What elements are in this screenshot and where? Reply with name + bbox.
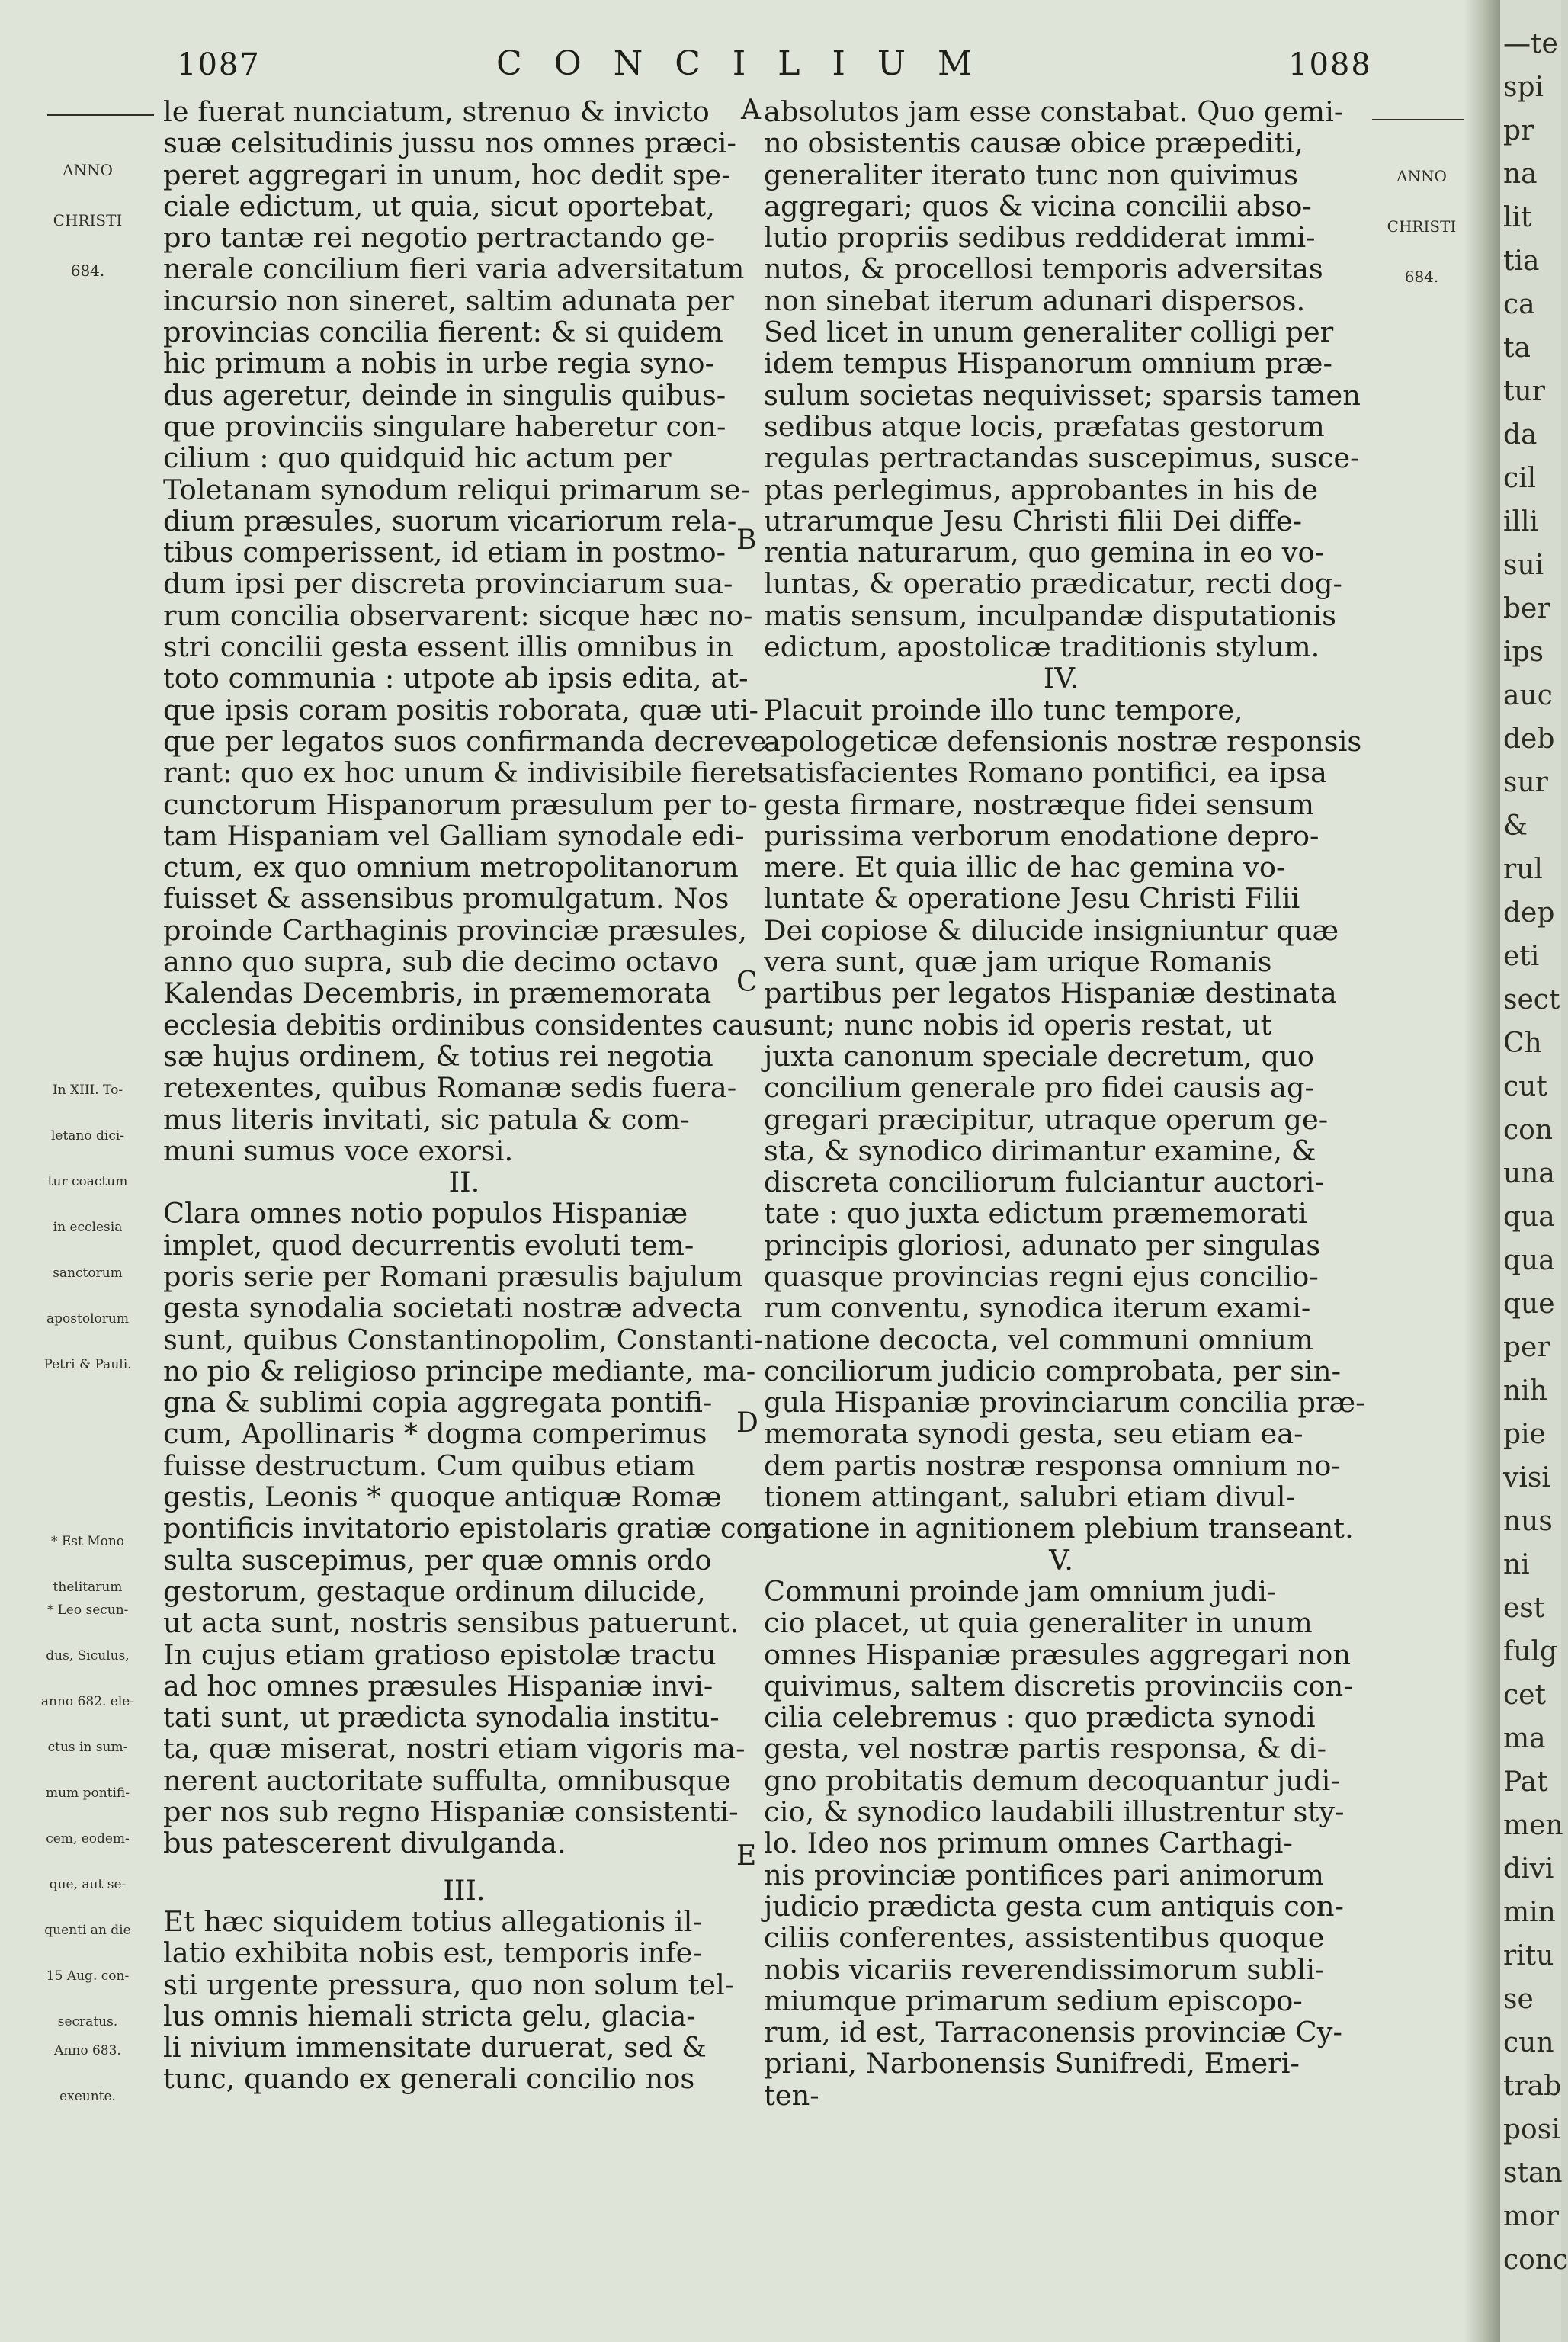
text-line: lutio propriis sedibus reddiderat immi- [764, 221, 1316, 255]
next-page-fragment: illi [1503, 506, 1539, 537]
text-line: conciliorum judicio comprobata, per sin- [764, 1354, 1342, 1388]
section-letter-c: C [736, 967, 758, 998]
next-page-fragment: ca [1503, 289, 1535, 320]
section-letter-e: E [736, 1840, 757, 1872]
text-line: gestis, Leonis * quoque antiquæ Romæ [163, 1481, 722, 1514]
next-page-fragment: rul [1503, 854, 1543, 885]
note-line: que, aut se- [49, 1877, 127, 1892]
text-line: le fuerat nunciatum, strenuo & invicto [163, 95, 710, 128]
text-line: que ipsis coram positis roborata, quæ uti- [163, 693, 758, 727]
next-page-fragment: —te [1503, 28, 1558, 59]
next-page-fragment: na [1503, 159, 1538, 190]
text-line: purissima verborum enodatione depro- [764, 819, 1319, 852]
text-line: ptas perlegimus, approbantes in his de [764, 473, 1319, 506]
text-line: fuisset & assensibus promulgatum. Nos [163, 882, 729, 916]
text-line: sæ hujus ordinem, & totius rei negotia [163, 1039, 713, 1073]
text-line: tunc, quando ex generali concilio nos [163, 2062, 695, 2096]
text-line: aggregari; quos & vicina concilii abso- [764, 189, 1312, 223]
margin-note-toletano [30, 1052, 145, 1403]
note-line: Anno 683. [54, 2043, 121, 2058]
text-line: juxta canonum speciale decretum, quo [764, 1039, 1314, 1073]
note-line: letano dici- [50, 1128, 125, 1144]
text-line: toto communia : utpote ab ipsis edita, at- [163, 662, 749, 695]
text-line: peret aggregari in unum, hoc dedit spe- [163, 158, 731, 191]
text-line: provincias concilia fierent: & si quidem [163, 316, 723, 349]
text-line: rentia naturarum, quo gemina in eo vo- [764, 536, 1325, 569]
note-line: in ecclesia [53, 1220, 123, 1235]
text-line: matis sensum, inculpandæ disputationis [764, 598, 1337, 632]
note-line: quenti an die [44, 1923, 131, 1938]
next-page-fragment: pr [1503, 115, 1534, 146]
next-page-fragment: qua [1503, 1201, 1555, 1233]
next-page-fragment: tur [1503, 376, 1545, 407]
text-line: natione decocta, vel communi omnium [764, 1323, 1313, 1356]
text-line: In cujus etiam gratioso epistolæ tractu [163, 1638, 717, 1671]
next-page-fragment: spi [1503, 72, 1544, 103]
text-line: lo. Ideo nos primum omnes Carthagi- [764, 1827, 1293, 1860]
text-line: que provinciis singulare haberetur con- [163, 409, 726, 443]
text-line: ta, quæ miserat, nostri etiam vigoris ma- [163, 1732, 746, 1766]
note-line: cem, eodem- [46, 1831, 130, 1846]
next-page-fragment: cut [1503, 1071, 1547, 1102]
next-page-fragment: cun [1503, 2027, 1554, 2058]
text-line: omnes Hispaniæ præsules aggregari non [764, 1638, 1352, 1671]
next-page-fragment: deb [1503, 723, 1555, 755]
margin-note-leo [30, 1572, 145, 2060]
right-column [764, 95, 1365, 2112]
text-line: rum, id est, Tarraconensis provinciæ Cy- [764, 2016, 1342, 2049]
next-page-fragment: dep [1503, 897, 1555, 929]
text-line: rum conventu, synodica iterum exami- [764, 1291, 1311, 1325]
next-page-fragment: & [1503, 810, 1528, 842]
text-line: Clara omnes notio populos Hispaniæ [163, 1197, 688, 1230]
text-line: gestorum, gestaque ordinum dilucide, [163, 1574, 706, 1608]
text-line: sunt; nunc nobis id operis restat, ut [764, 1008, 1272, 1041]
next-page-fragment: qua [1503, 1245, 1555, 1276]
text-line: dum ipsi per discreta provinciarum sua- [163, 567, 733, 601]
text-line: no pio & religioso principe mediante, ma- [163, 1354, 756, 1388]
text-line: mere. Et quia illic de hac gemina vo- [764, 851, 1286, 884]
text-line: Dei copiose & dilucide insigniuntur quæ [764, 913, 1339, 947]
next-page-fragment: da [1503, 419, 1538, 451]
text-line: nutos, & procellosi temporis adversitas [764, 252, 1323, 286]
next-page-fragment: nih [1503, 1375, 1547, 1407]
next-page-fragment: Pat [1503, 1766, 1548, 1798]
note-line: anno 682. ele- [40, 1694, 135, 1709]
next-page-fragment: sect [1503, 984, 1560, 1015]
text-line: rum concilia observarent: sicque hæc no- [163, 598, 753, 632]
next-page-fragment: cet [1503, 1680, 1546, 1711]
note-line: * Leo secun- [46, 1603, 129, 1618]
anno-line: ANNO [63, 161, 113, 179]
text-line: edictum, apostolicæ traditionis stylum. [764, 630, 1320, 664]
text-line: no obsistentis causæ obice præpediti, [764, 127, 1303, 160]
text-line: cio placet, ut quia generaliter in unum [764, 1606, 1313, 1640]
next-page-fragment: nus [1503, 1506, 1553, 1537]
next-page-fragment: ber [1503, 593, 1550, 624]
text-line: gatione in agnitionem plebium transeant. [764, 1512, 1354, 1545]
next-page-fragment: ni [1503, 1549, 1530, 1580]
text-line: proinde Carthaginis provinciæ præsules, [163, 913, 747, 947]
margin-note-anno-683 [30, 2013, 145, 2135]
text-line: que per legatos suos confirmanda decreve- [163, 724, 776, 758]
text-line: ecclesia debitis ordinibus considentes cau- [163, 1008, 772, 1041]
text-line: dium præsules, suorum vicariorum rela- [163, 504, 737, 537]
text-line: regulas pertractandas suscepimus, susce- [764, 441, 1360, 475]
next-page-fragment: visi [1503, 1462, 1550, 1493]
text-line: ctum, ex quo omnium metropolitanorum [163, 851, 739, 884]
text-line: quivimus, saltem discretis provinciis con- [764, 1669, 1353, 1702]
text-line: hic primum a nobis in urbe regia syno- [163, 347, 715, 380]
text-line: priani, Narbonensis Sunifredi, Emeri- [764, 2047, 1300, 2081]
text-line: dem partis nostræ responsa omnium no- [764, 1449, 1341, 1482]
margin-rule-left [47, 114, 154, 116]
next-page-fragment: posi [1503, 2114, 1560, 2145]
text-line: absolutos jam esse constabat. Quo gemi- [764, 95, 1344, 128]
next-page-fragment: sur [1503, 767, 1548, 798]
note-line: * Est Mono [50, 1534, 125, 1549]
anno-line: 684. [70, 261, 105, 280]
text-line: rant: quo ex hoc unum & indivisibile fieret [163, 756, 768, 790]
next-page-fragment: que [1503, 1288, 1555, 1320]
text-line: memorata synodi gesta, seu etiam ea- [764, 1417, 1303, 1451]
text-line: miumque primarum sedium episcopo- [764, 1984, 1303, 2017]
text-line: gula Hispaniæ provinciarum concilia præ- [764, 1386, 1365, 1420]
margin-rule-right [1372, 119, 1464, 120]
next-page-fragment: ma [1503, 1723, 1546, 1754]
text-line: cilia celebremus : quo prædicta synodi [764, 1701, 1316, 1734]
text-line: lus omnis hiemali stricta gelu, glacia- [163, 1999, 696, 2032]
anno-line: CHRISTI [1387, 217, 1457, 236]
left-column [163, 95, 781, 2096]
text-line: muni sumus voce exorsi. [163, 1134, 514, 1167]
next-page-fragment: pie [1503, 1419, 1546, 1450]
text-line: per nos sub regno Hispaniæ consistenti- [163, 1795, 739, 1829]
text-line: tate : quo juxta edictum præmemorati [764, 1197, 1307, 1230]
text-line: sedibus atque locis, præfatas gestorum [764, 409, 1325, 443]
text-line: judicio prædicta gesta cum antiquis con- [764, 1889, 1344, 1923]
text-line: principis gloriosi, adunato per singulas [764, 1228, 1321, 1262]
text-line: suæ celsitudinis jussu nos omnes præci- [163, 127, 736, 160]
text-line: vera sunt, quæ jam urique Romanis [764, 945, 1272, 979]
note-line: dus, Siculus, [46, 1648, 130, 1663]
text-line: gesta, vel nostræ partis responsa, & di- [764, 1732, 1327, 1766]
next-page-fragment: est [1503, 1593, 1545, 1624]
section-heading: II. [448, 1166, 480, 1199]
next-page-fragment: stan [1503, 2158, 1563, 2189]
note-line: secratus. [57, 2014, 118, 2029]
section-letter-a: A [741, 95, 761, 126]
text-line: dus ageretur, deinde in singulis quibus- [163, 378, 726, 412]
text-line: Placuit proinde illo tunc tempore, [764, 693, 1243, 727]
text-line: cunctorum Hispanorum præsulum per to- [163, 788, 758, 821]
section-heading: V. [1049, 1543, 1073, 1577]
anno-christi-right [1364, 134, 1479, 319]
section-heading: IV. [1043, 662, 1079, 695]
note-line: thelitarum [53, 1580, 123, 1595]
text-line: apologeticæ defensionis nostræ responsis [764, 724, 1362, 758]
text-line: mus literis invitati, sic patula & com- [163, 1102, 690, 1136]
text-line: nerent auctoritate suffulta, omnibusque [163, 1763, 731, 1797]
page-number-left: 1087 [177, 47, 261, 82]
text-line: cio, & synodico laudabili illustrentur sty- [764, 1795, 1345, 1829]
text-line: tati sunt, ut prædicta synodalia institu- [163, 1701, 720, 1734]
text-line: quasque provincias regni ejus concilio- [764, 1259, 1319, 1293]
text-line: nobis vicariis reverendissimorum subli- [764, 1952, 1325, 1986]
note-line: ctus in sum- [47, 1740, 128, 1755]
next-page-fragment: se [1503, 1984, 1534, 2015]
text-line: latio exhibita nobis est, temporis infe- [163, 1936, 702, 1970]
note-line: 15 Aug. con- [46, 1968, 130, 1984]
next-page-fragment: una [1503, 1158, 1555, 1189]
paragraph-gap [163, 1859, 765, 1875]
text-line: fuisse destructum. Cum quibus etiam [163, 1449, 696, 1482]
text-line: ciliis conferentes, assistentibus quoque [764, 1921, 1325, 1955]
text-line: discreta conciliorum fulciantur auctori- [764, 1166, 1324, 1199]
text-line: poris serie per Romani præsulis bajulum [163, 1259, 744, 1293]
next-page-fragment: tia [1503, 245, 1540, 277]
next-page-fragment: per [1503, 1332, 1550, 1363]
next-page-fragment: con [1503, 1115, 1554, 1146]
text-line: idem tempus Hispanorum omnium præ- [764, 347, 1332, 380]
text-line: sulta suscepimus, per quæ omnis ordo [163, 1543, 712, 1577]
next-page-fragment: sui [1503, 550, 1544, 581]
text-line: nis provinciæ pontifices pari animorum [764, 1858, 1324, 1891]
text-line: tibus comperissent, id etiam in postmo- [163, 536, 726, 569]
text-line: concilium generale pro fidei causis ag- [764, 1071, 1314, 1105]
text-line: implet, quod decurrentis evoluti tem- [163, 1228, 694, 1262]
text-line: ad hoc omnes præsules Hispaniæ invi- [163, 1669, 713, 1702]
text-line: sunt, quibus Constantinopolim, Constanti- [163, 1323, 763, 1356]
next-page-fragment: men [1503, 1810, 1563, 1841]
text-line: ten- [764, 2078, 819, 2112]
next-page-fragment: trab [1503, 2071, 1562, 2102]
book-gutter [1464, 0, 1500, 2342]
running-title: CONCILIUM [495, 44, 1005, 83]
text-line: partibus per legatos Hispaniæ destinata [764, 977, 1337, 1010]
page-number-right: 1088 [1288, 47, 1372, 82]
text-line: li nivium immensitate duruerat, sed & [163, 2031, 707, 2064]
text-line: ut acta sunt, nostris sensibus patuerunt. [163, 1606, 739, 1640]
text-line: ciale edictum, ut quia, sicut oportebat, [163, 189, 716, 223]
text-line: cilium : quo quidquid hic actum per [163, 441, 672, 475]
next-page-fragment: ritu [1503, 1940, 1554, 1971]
anno-line: CHRISTI [53, 211, 123, 229]
section-heading: III. [443, 1873, 486, 1907]
next-page-fragment: conc [1503, 2244, 1568, 2276]
text-line: stri concilii gesta essent illis omnibus in [163, 630, 734, 664]
text-line: anno quo supra, sub die decimo octavo [163, 945, 719, 979]
note-line: mum pontifi- [45, 1785, 130, 1801]
text-line: satisfacientes Romano pontifici, ea ipsa [764, 756, 1327, 790]
text-line: cum, Apollinaris * dogma comperimus [163, 1417, 707, 1451]
text-line: tam Hispaniam vel Galliam synodale edi- [163, 819, 745, 852]
note-line: exeunte. [59, 2089, 116, 2104]
next-page-fragment: ta [1503, 332, 1531, 364]
text-line: sta, & synodico dirimantur examine, & [764, 1134, 1316, 1167]
text-line: utrarumque Jesu Christi filii Dei diffe- [764, 504, 1303, 537]
text-line: nerale concilium fieri varia adversitatum [163, 252, 745, 286]
text-line: luntate & operatione Jesu Christi Filii [764, 882, 1300, 916]
text-line: generaliter iterato tunc non quivimus [764, 158, 1299, 191]
text-line: gesta synodalia societati nostræ advecta [163, 1291, 742, 1325]
text-line: sti urgente pressura, quo non solum tel- [163, 1968, 735, 2001]
text-line: pontificis invitatorio epistolaris gratiæ con- [163, 1512, 781, 1545]
next-page-fragment: auc [1503, 680, 1553, 711]
note-line: apostolorum [46, 1311, 129, 1327]
next-page-edge [1500, 0, 1568, 2342]
note-line: tur coactum [47, 1174, 128, 1189]
next-page-fragment: divi [1503, 1853, 1554, 1885]
text-line: non sinebat iterum adunari dispersos. [764, 284, 1306, 317]
text-line: gno probitatis demum decoquantur judi- [764, 1763, 1340, 1797]
text-line: luntas, & operatio prædicatur, recti dog- [764, 567, 1342, 601]
next-page-fragment: min [1503, 1897, 1556, 1928]
anno-line: 684. [1404, 268, 1439, 286]
next-page-fragment: cil [1503, 463, 1537, 494]
next-page-fragment: ips [1503, 637, 1544, 668]
text-line: tionem attingant, salubri etiam divul- [764, 1481, 1295, 1514]
text-line: Kalendas Decembris, in præmemorata [163, 977, 712, 1010]
text-line: gesta firmare, nostræque fidei sensum [764, 788, 1314, 821]
note-line: Petri & Pauli. [43, 1357, 132, 1372]
text-line: pro tantæ rei negotio pertractando ge- [163, 221, 716, 255]
anno-line: ANNO [1396, 167, 1447, 185]
note-line: sanctorum [53, 1266, 123, 1281]
text-line: gregari præcipitur, utraque operum ge- [764, 1102, 1329, 1136]
anno-christi-left [30, 128, 145, 313]
text-line: incursio non sineret, saltim adunata per [163, 284, 734, 317]
note-line: In XIII. To- [52, 1083, 123, 1098]
text-line: gna & sublimi copia aggregata pontifi- [163, 1386, 713, 1420]
next-page-fragment: eti [1503, 941, 1540, 972]
text-line: bus patescerent divulganda. [163, 1827, 566, 1860]
next-page-fragment: Ch [1503, 1028, 1542, 1059]
text-line: Sed licet in unum generaliter colligi per [764, 316, 1334, 349]
text-line: Communi proinde jam omnium judi- [764, 1574, 1277, 1608]
next-page-fragment: mor [1503, 2201, 1560, 2232]
section-letter-b: B [736, 525, 757, 556]
text-line: retexentes, quibus Romanæ sedis fuera- [163, 1071, 737, 1105]
text-line: sulum societas nequivisset; sparsis tamen [764, 378, 1361, 412]
text-line: Toletanam synodum reliqui primarum se- [163, 473, 751, 506]
next-page-fragment: lit [1503, 202, 1532, 233]
next-page-fragment: fulg [1503, 1636, 1558, 1667]
section-letter-d: D [736, 1407, 758, 1439]
text-line: Et hæc siquidem totius allegationis il- [163, 1904, 702, 1938]
